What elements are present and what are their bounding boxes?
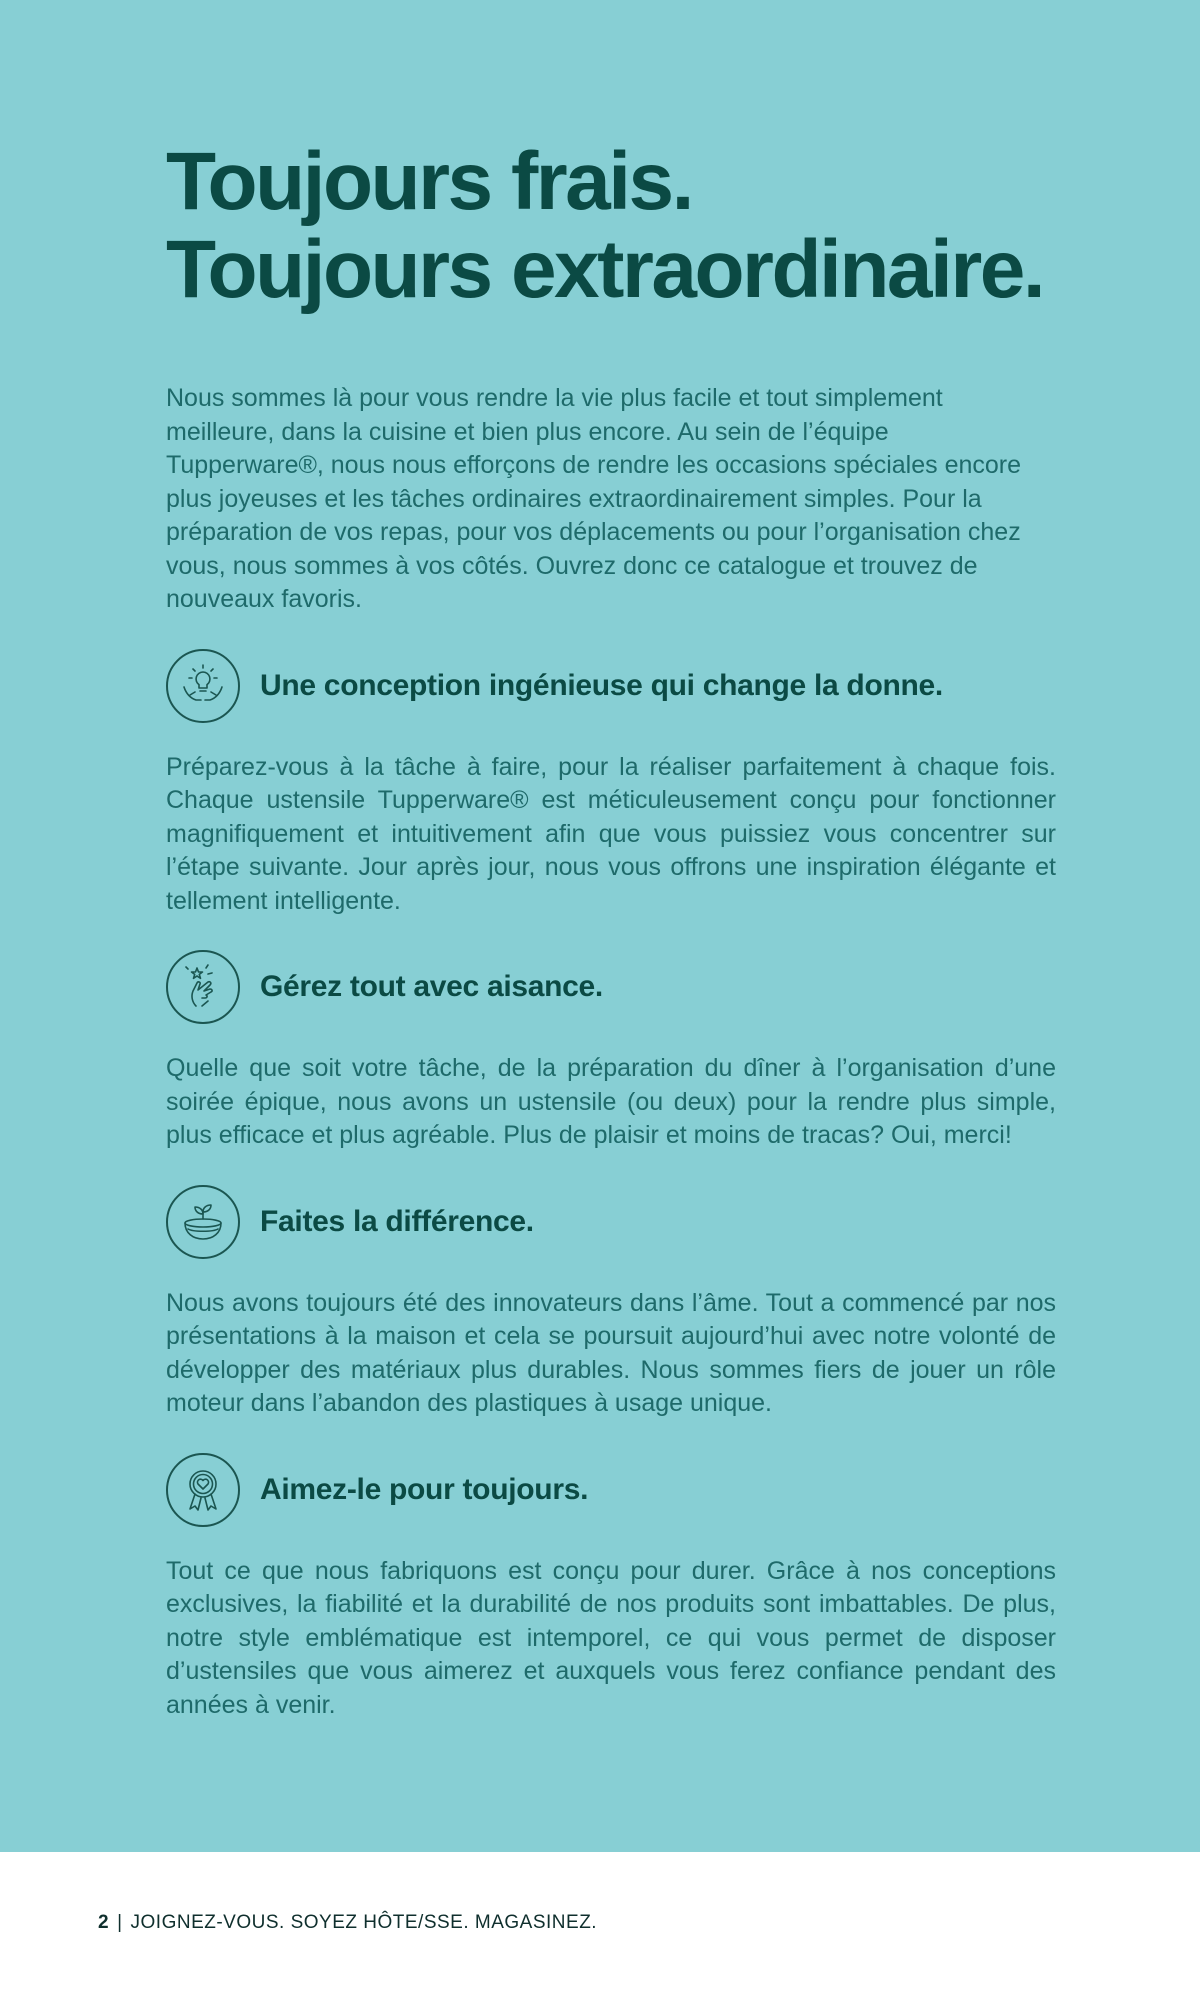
headline-line-1: Toujours frais.: [166, 136, 692, 227]
finger-snap-icon: [166, 950, 240, 1024]
section-header: [166, 950, 1066, 1024]
section-title: Gérez tout avec aisance.: [260, 970, 603, 1003]
page-footer: [98, 1912, 597, 1934]
footer-separator: |: [117, 1912, 123, 1933]
section-difference: [166, 1185, 1066, 1421]
headline-line-2: Toujours extraordinaire.: [166, 224, 1044, 315]
section-text: Tout ce que nous fabriquons est conçu pour durer. Grâce à nos conceptions exclusives, la fiabilité et la durabilité de nos produits sont imbattables. De plus, notre style emblématique est intemporel, ce qui vous permet de disposer d’ustensiles que vous aimerez et auxquels vous ferez confiance pendant des années à venir.: [166, 1556, 1056, 1719]
section-title: Faites la différence.: [260, 1204, 534, 1238]
section-forever: [166, 1453, 1066, 1723]
footer-text: JOIGNEZ-VOUS. SOYEZ HÔTE/SSE. MAGASINEZ.: [130, 1912, 598, 1933]
headline: [166, 138, 1066, 314]
section-text: Préparez-vous à la tâche à faire, pour la réaliser parfaitement à chaque fois. Chaque ustensile Tupperware® est méticuleusement conçu pour fonctionner magnifiquement et intuitivement afin que vous puissiez vous concentrer sur l’étape suivante. Jour après jour, nous vous offrons une inspiration élégante et tellement intelligente.: [166, 752, 1056, 915]
section-header: [166, 649, 1066, 723]
page-number: 2: [98, 1912, 110, 1933]
section-text: Quelle que soit votre tâche, de la préparation du dîner à l’organisation d’une soirée épique, nous avons un ustensile (ou deux) pour la rendre plus simple, plus efficace et plus agréable. Plus de plaisir et moins de tracas? Oui, merci!: [166, 1054, 1056, 1149]
section-title: Une conception ingénieuse qui change la donne.: [260, 668, 943, 702]
main-content: [166, 138, 1066, 1722]
section-text: Nous avons toujours été des innovateurs dans l’âme. Tout a commencé par nos présentations à la maison et cela se poursuit aujourd’hui avec notre volonté de développer des matériaux plus durables. Nous sommes fiers de jouer un rôle moteur dans l’abandon des plastiques à usage unique.: [166, 1288, 1056, 1417]
section-ease: [166, 950, 1066, 1153]
intro-paragraph: Nous sommes là pour vous rendre la vie plus facile et tout simplement meilleure, dans la cuisine et bien plus encore. Au sein de l’équipe Tupperware®, nous nous efforçons de rendre les occasions spéciales encore plus joyeuses et les tâches ordinaires extraordinairement simples. Pour la préparation de vos repas, pour vos déplacements ou pour l’organisation chez vous, nous sommes à vos côtés. Ouvrez donc ce catalogue et trouvez de nouveaux favoris.: [166, 384, 1022, 613]
section-design: [166, 649, 1066, 919]
section-title: Aimez-le pour toujours.: [260, 1472, 589, 1506]
bowl-sprout-icon: [166, 1185, 240, 1259]
section-header: [166, 1185, 1066, 1259]
section-header: [166, 1453, 1066, 1527]
lightbulb-hands-icon: [166, 649, 240, 723]
heart-ribbon-icon: [166, 1453, 240, 1527]
